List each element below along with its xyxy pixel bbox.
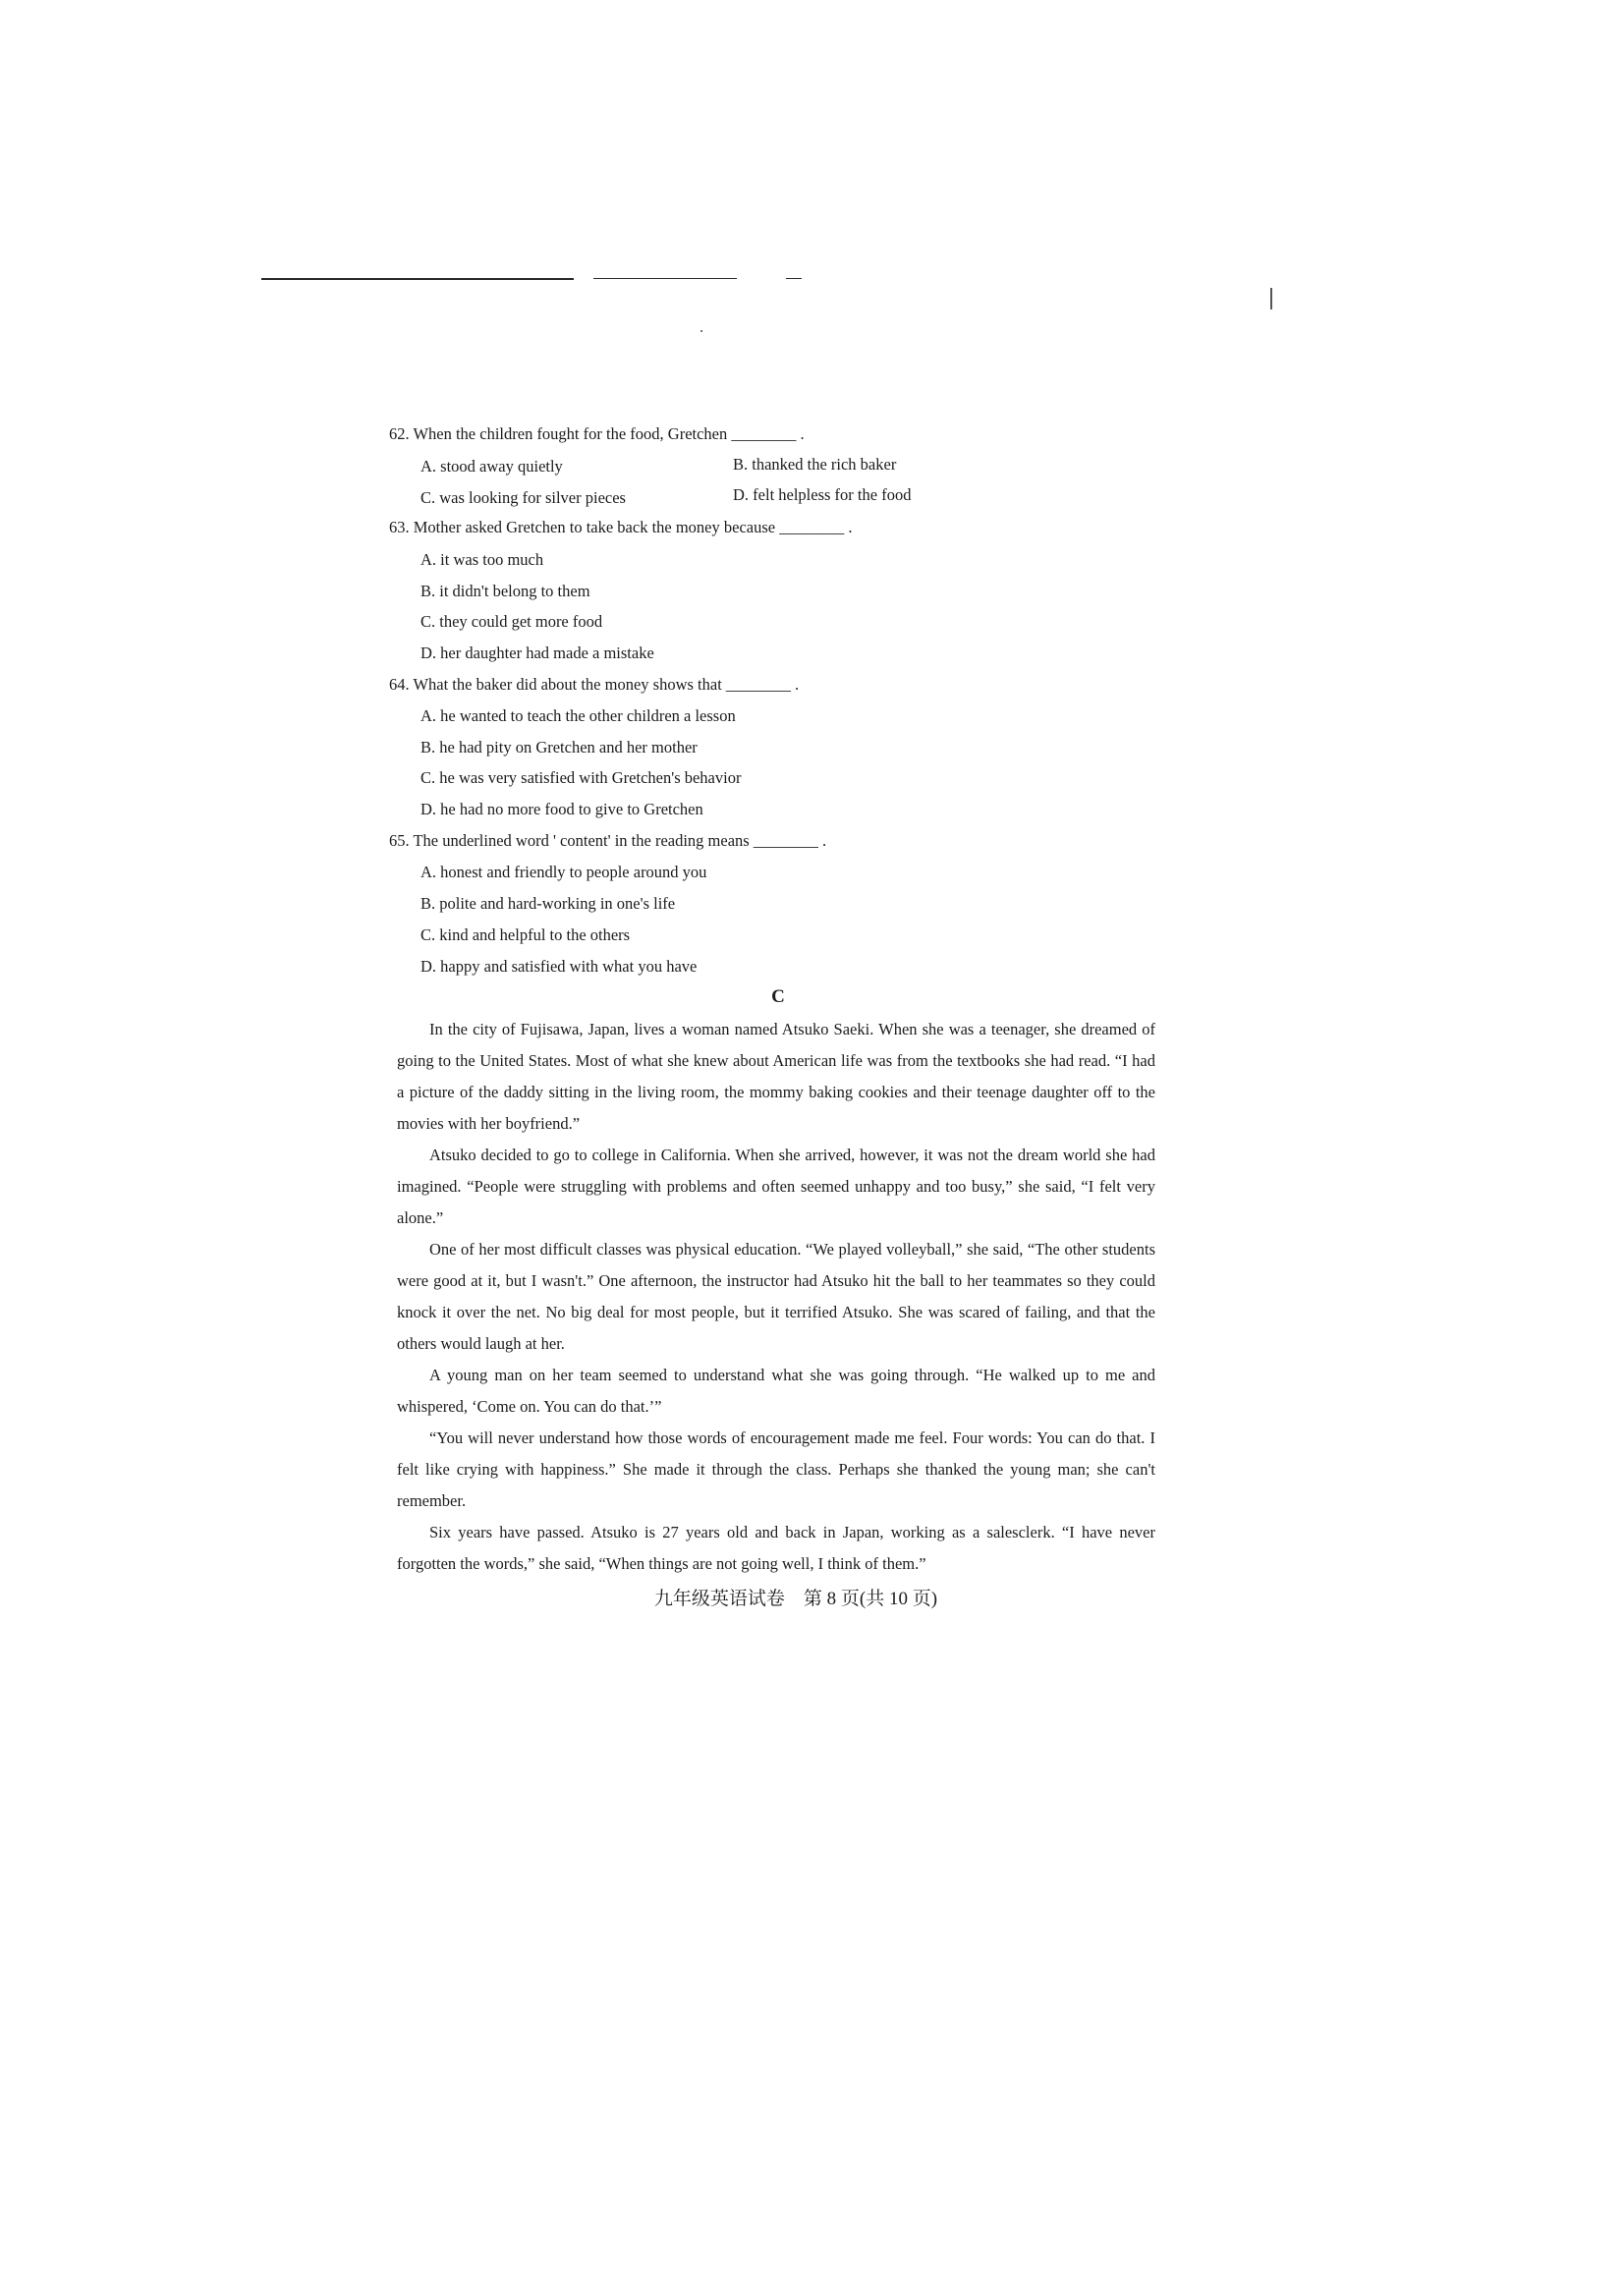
header-rule-left — [261, 278, 574, 280]
question-62-option-d: D. felt helpless for the food — [733, 485, 912, 504]
section-c-heading: C — [771, 986, 785, 1007]
question-62-option-a: A. stood away quietly — [420, 457, 563, 476]
passage-paragraph-3: One of her most difficult classes was physical education. “We played volleyball,” she said, “The other students were good at it, but I wasn't.” One afternoon, the instructor had Atsuko hit the ball to her teammates so they could knock it over the net. No big deal for most people, but it terrified Atsuko. She was scared of failing, and that the others would laugh at her. — [397, 1240, 1155, 1353]
question-62-option-b: B. thanked the rich baker — [733, 455, 897, 474]
question-64-stem: 64. What the baker did about the money shows that ________ . — [389, 675, 800, 694]
question-65-option-b: B. polite and hard-working in one's life — [420, 894, 676, 913]
question-63-option-a: A. it was too much — [420, 550, 544, 569]
question-65-option-c: C. kind and helpful to the others — [420, 925, 631, 944]
question-65-option-a: A. honest and friendly to people around you — [420, 863, 707, 881]
question-64-option-d: D. he had no more food to give to Gretchen — [420, 800, 703, 818]
stray-dot — [700, 330, 702, 332]
question-64-option-a: A. he wanted to teach the other children a lesson — [420, 706, 736, 725]
question-62-stem: 62. When the children fought for the food, Gretchen ________ . — [389, 424, 805, 443]
question-63-option-d: D. her daughter had made a mistake — [420, 644, 654, 662]
question-62-option-c: C. was looking for silver pieces — [420, 488, 626, 507]
question-65-option-d: D. happy and satisfied with what you have — [420, 957, 698, 976]
header-rule-middle — [593, 278, 737, 279]
question-65-stem: 65. The underlined word ' content' in the reading means ________ . — [389, 831, 827, 850]
page-footer: 九年级英语试卷 第 8 页(共 10 页) — [653, 1589, 938, 1609]
passage-paragraph-4: A young man on her team seemed to understand what she was going through. “He walked up to me and whispered, ‘Come on. You can do that.’” — [397, 1366, 1155, 1416]
question-64-option-b: B. he had pity on Gretchen and her mother — [420, 738, 698, 756]
question-63-option-c: C. they could get more food — [420, 612, 603, 631]
passage-paragraph-6: Six years have passed. Atsuko is 27 years old and back in Japan, working as a salesclerk. “I have never forgotten the words,” she said, “When things are not going well, I think of them.” — [397, 1523, 1155, 1573]
question-63-stem: 63. Mother asked Gretchen to take back the money because ________ . — [389, 518, 853, 536]
passage-paragraph-2: Atsuko decided to go to college in California. When she arrived, however, it was not the dream world she had imagined. “People were struggling with problems and often seemed unhappy and too busy,” she said, “I felt very alone.” — [397, 1146, 1155, 1227]
question-63-option-b: B. it didn't belong to them — [420, 582, 590, 600]
question-64-option-c: C. he was very satisfied with Gretchen's behavior — [420, 768, 742, 787]
header-rule-right — [786, 278, 802, 279]
edge-tick-mark — [1270, 288, 1272, 309]
passage-paragraph-5: “You will never understand how those words of encouragement made me feel. Four words: You can do that. I felt like crying with happiness.” She made it through the class. Perhaps she thanked the young man; she can't remember. — [397, 1428, 1155, 1510]
passage-paragraph-1: In the city of Fujisawa, Japan, lives a woman named Atsuko Saeki. When she was a teenager, she dreamed of going to the United States. Most of what she knew about American life was from the textbooks she had read. “I had a picture of the daddy sitting in the living room, the mommy baking cookies and their teenage daughter off to the movies with her boyfriend.” — [397, 1020, 1155, 1133]
